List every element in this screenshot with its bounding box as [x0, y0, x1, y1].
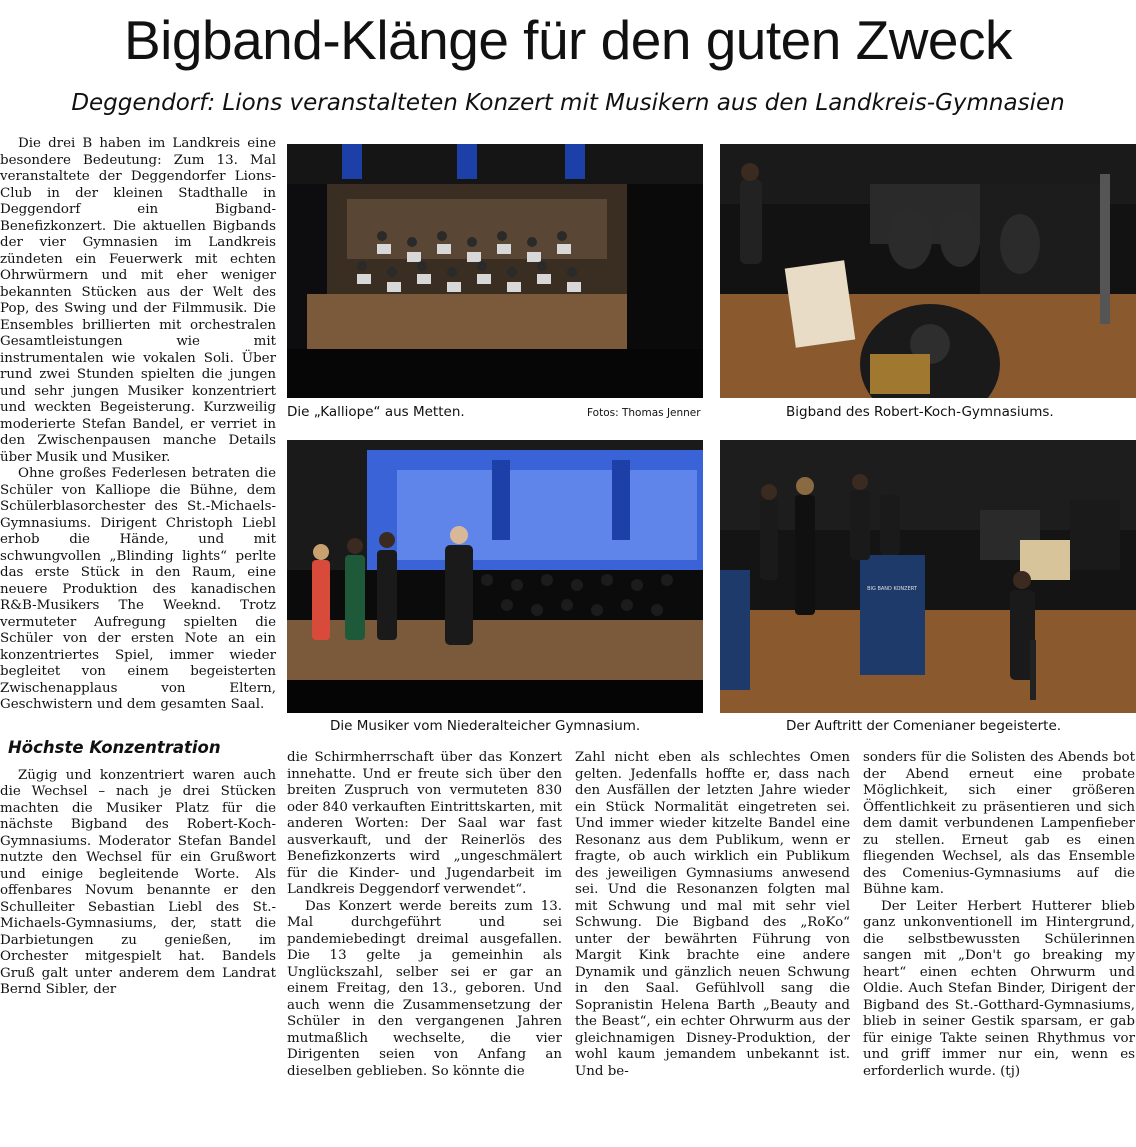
paragraph: sonders für die Solisten des Abends bot der Abend erneut eine probate Möglichkeit, sich einer größeren Öffentlichkeit zu präsentieren und sich dem damit verbundenen Lampenfieber zu stellen. Erneut gab es einen fliegenden Wechsel, als das Ensemble des Comenius-Gymnasiums auf die Bühne kam.	[863, 750, 1135, 897]
paragraph: Der Leiter Herbert Hutterer blieb ganz unkonventionell im Hintergrund, die selbstbewussten Schülerinnen sangen mit „Don't go breaking my heart“ einen echten Ohrwurm und Oldie. Auch Stefan Binder, Dirigent der Bigband des St.-Gotthard-Gymnasiums, blieb in seiner Gestik sparsam, er gab für einige Takte seinen Rhythmus vor und griff immer nur ein, wenn es erforderlich wurde. (tj)	[863, 898, 1135, 1079]
paragraph: Ohne großes Federlesen betraten die Schüler von Kalliope die Bühne, dem Schülerblasorchester des St.-Michaels-Gymnasiums. Dirigent Christoph Liebl erhob die Hände, und mit schwungvollen „Blinding lights“ perlte das erste Stück in den Raum, eine neuere Produktion des kanadischen R&B-Musikers The Weeknd. Trotz vermuteter Aufregung spielten die Schüler von der ersten Note an ein konzentriertes Spiel, immer wieder begleitet von einem begeisterten Zwischenapplaus von Eltern, Geschwistern und dem gesamten Saal.	[0, 466, 276, 712]
photo-niederalteich	[287, 440, 703, 713]
paragraph: Zahl nicht eben als schlechtes Omen gelten. Jedenfalls hoffte er, dass nach den Ausfällen der letzten Jahre wieder ein Stück Normalität eingetreten sei. Und immer wieder kitzelte Bandel eine Resonanz aus dem Publikum, wenn er fragte, ob auch wirklich ein Publikum des jeweiligen Gymnasiums anwesend sei. Und die Resonanzen folgten mal mit Schwung und mal mit sehr viel Schwung. Die Bigband des „RoKo“ unter der bewährten Führung von Margit Kink brachte eine andere Dynamik und gänzlich neuen Schwung in den Saal. Gefühlvoll sang die Sopranistin Helena Barth „Beauty and the Beast“, ein echter Ohrwurm aus der gleichnamigen Disney-Produktion, der wohl kaum jemandem unbekannt ist. Und be-	[575, 750, 850, 1079]
photo-caption: Die Musiker vom Niederalteicher Gymnasium.	[330, 718, 641, 734]
article-column-4	[863, 750, 1135, 1142]
paragraph: die Schirmherrschaft über das Konzert innehatte. Und er freute sich über den breiten Zuspruch von vermuteten 830 oder 840 verkauften Eintrittskarten, mit anderen Worten: Der Saal war fast ausverkauft, und der Reinerlös des Benefizkonzerts wird „ungeschmälert für die Kinder- und Jugendarbeit im Landkreis Deggendorf verwendet“.	[287, 750, 562, 897]
article-column-2	[287, 750, 562, 1142]
photo-kalliope	[287, 144, 703, 398]
paragraph: Die drei B haben im Landkreis eine besondere Bedeutung: Zum 13. Mal veranstaltete der Deggendorfer Lions-Club in der kleinen Stadthalle in Deggendorf ein Bigband-Benefizkonzert. Die aktuellen Bigbands der vier Gymnasien im Landkreis zündeten ein Feuerwerk mit echten Ohrwürmern und mit eher weniger bekannten Stücken aus der Welt des Pop, des Swing und der Filmmusik. Die Ensembles brillierten mit orchestralen Gesamtleistungen wie mit instrumentalen wie vokalen Soli. Über rund zwei Stunden spielten die jungen und sehr jungen Musiker konzentriert und weckten Begeisterung. Kurzweilig moderierte Stefan Bandel, er verriet in den Zwischenpausen manche Details über Musik und Musiker.	[0, 136, 276, 465]
subheadline: Deggendorf: Lions veranstalteten Konzert mit Musikern aus den Landkreis-Gymnasien	[71, 90, 1065, 116]
section-subtitle: Höchste Konzentration	[8, 737, 221, 757]
photo-caption: Bigband des Robert-Koch-Gymnasiums.	[786, 404, 1054, 420]
photo-credit: Fotos: Thomas Jenner	[587, 407, 701, 419]
paragraph: Zügig und konzentriert waren auch die Wechsel – nach je drei Stücken machten die Musiker Platz für die nächste Bigband des Robert-Koch-Gymnasiums. Moderator Stefan Bandel nutzte den Wechsel für ein Grußwort und einige begleitende Worte. Als offenbares Novum benannte er den Schulleiter Sebastian Liebl des St.-Michaels-Gymnasiums, der, statt die Darbietungen zu genießen, im Orchester mitgespielt hat. Bandels Gruß galt unter anderem dem Landrat Bernd Sibler, der	[0, 767, 276, 997]
photo-caption: Der Auftritt der Comenianer begeisterte.	[786, 718, 1062, 734]
photo-caption: Die „Kalliope“ aus Metten.	[287, 404, 465, 420]
photo-comenianer	[720, 440, 1136, 713]
headline: Bigband-Klänge für den guten Zweck	[123, 9, 1013, 71]
paragraph: Das Konzert werde bereits zum 13. Mal durchgeführt und sei pandemiebedingt dreimal ausgefallen. Die 13 gelte ja gemeinhin als Unglückszahl, selber sei er gar an einem Freitag, den 13., geboren. Und auch wenn die Zusammensetzung der Schüler in den vergangenen Jahren mutmaßlich wechselte, die vier Dirigenten seien von Anfang an dieselben geblieben. So könnte die	[287, 898, 562, 1079]
article-column-3	[575, 750, 850, 1142]
photo-robert-koch	[720, 144, 1136, 398]
banner-text: BIG BAND KONZERT	[867, 586, 917, 592]
article-column-1	[0, 136, 276, 999]
